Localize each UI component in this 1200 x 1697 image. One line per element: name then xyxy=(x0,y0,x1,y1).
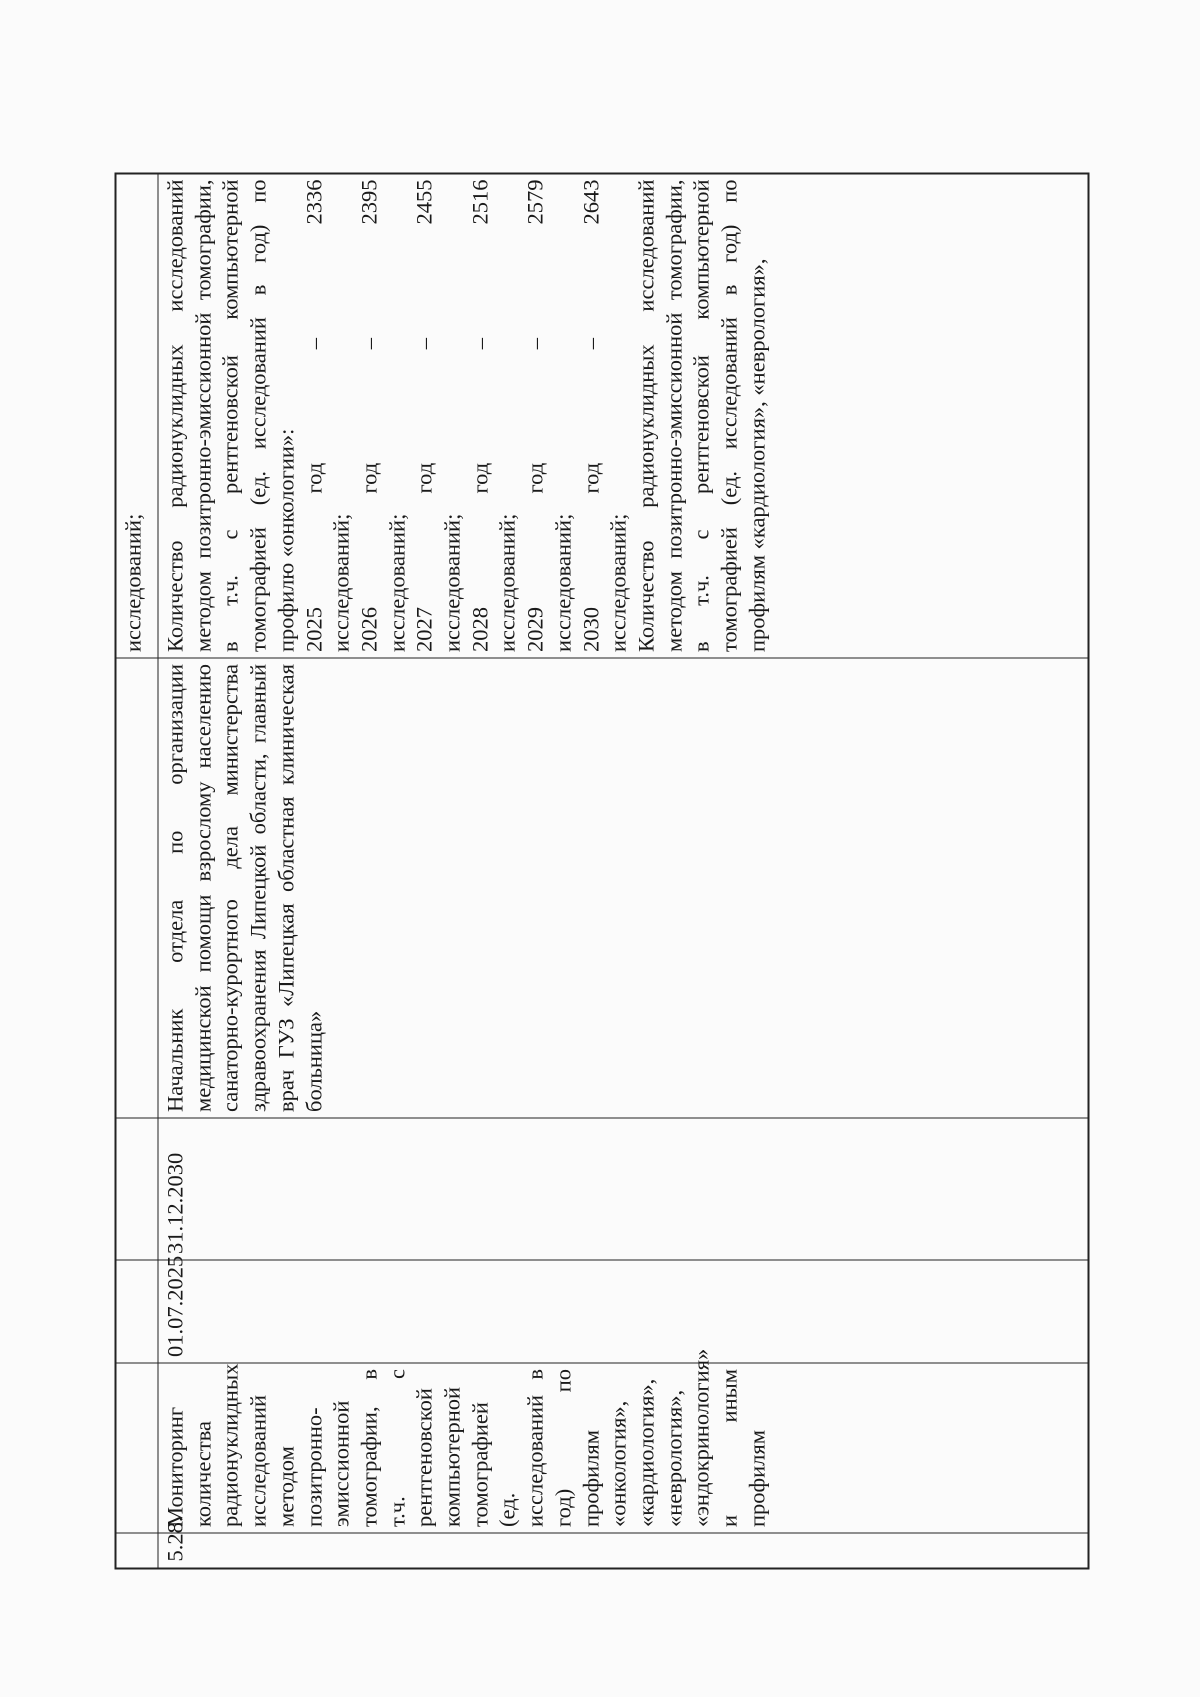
rotated-table-block xyxy=(114,175,1086,1570)
cell-indicator-continuation: исследований; xyxy=(115,174,158,659)
year-line-2027: 2027 год – 2455 исследований; xyxy=(411,179,465,652)
indicator-cell xyxy=(158,174,1089,659)
item-number: 5.28. xyxy=(158,1534,1089,1569)
cell-description xyxy=(115,1364,158,1534)
indicator-second: Количество радионуклидных исследований методом позитронно-эмиссионной томографии, в т.ч. с рентгеновской компьютерной томографией (ед. исследований в год) по профилям «кардиология», «неврология», xyxy=(632,179,769,652)
cell-num xyxy=(115,1534,158,1569)
year-line-2028: 2028 год – 2516 исследований; xyxy=(466,179,520,652)
cell-responsible xyxy=(115,659,158,1119)
table-row xyxy=(115,174,158,1569)
year-line-2025: 2025 год – 2336 исследований; xyxy=(300,179,354,652)
year-line-2026: 2026 год – 2395 исследований; xyxy=(355,179,409,652)
end-date: 31.12.2030 xyxy=(158,1119,1089,1261)
indicator-intro: Количество радионуклидных исследований методом позитронно-эмиссионной томографии, в т.ч. с рентгеновской компьютерной томографией (ед. исследований в год) по профилю «онкологии»: xyxy=(162,179,298,652)
year-line-2029: 2029 год – 2579 исследований; xyxy=(522,179,575,652)
cell-start-date xyxy=(115,1261,158,1364)
table-row xyxy=(158,174,1089,1569)
measures-table xyxy=(114,173,1089,1570)
start-date: 01.07.2025 xyxy=(158,1261,1089,1364)
responsible-persons: Начальник отдела по организации медицинской помощи взрослому населению санаторно-курортного дела министерства здравоохранения Липецкой области, главный врач ГУЗ «Липецкая областная клиническая больница» xyxy=(158,659,1089,1119)
cell-end-date xyxy=(115,1119,158,1261)
year-line-2030: 2030 год – 2643 исследований; xyxy=(577,179,631,652)
measure-description: Мониторинг количества радионуклидных исследований методом позитронно-эмиссионной томографии, в т.ч. с рентгеновской компьютерной томографией (ед. исследований в год) по профилям «онкология», «кардиология», «неврология», «эндокринология» и иным профилям xyxy=(158,1364,1089,1534)
